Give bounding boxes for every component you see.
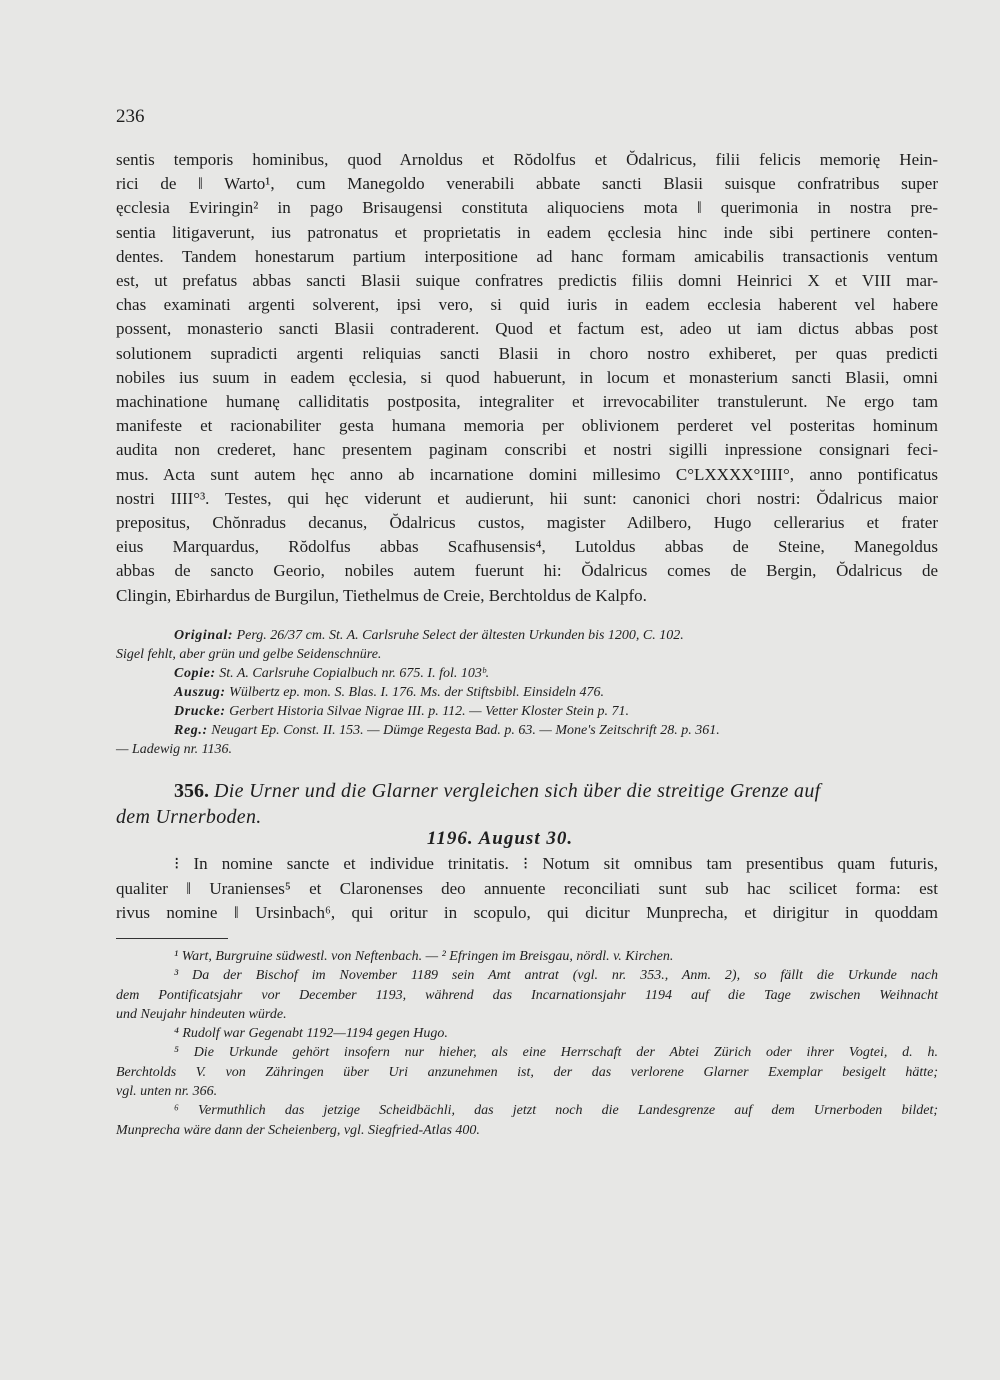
note-drucke: Drucke: Gerbert Historia Silvae Nigrae III. p. 112. — Vetter Kloster Stein p. 71. bbox=[174, 704, 630, 719]
footnote-cont: Berchtolds V. von Zähringen über Uri anzunehmen ist, der das verlorene Glarner Exemplar besigelt hätte; bbox=[116, 1064, 938, 1080]
text-line: solutionem supradicti argenti reliquias sancti Blasii in choro nostro exhiberet, per quas predicti bbox=[116, 343, 938, 363]
text-line: abbas de sancto Georio, nobiles autem fuerunt hi: Ŏdalricus comes de Bergin, Ŏdalricus de bbox=[116, 561, 938, 581]
footnote: ⁴ Rudolf war Gegenabt 1192—1194 gegen Hugo. bbox=[174, 1026, 448, 1042]
footnote: ⁶ Vermuthlich das jetzige Scheidbächli, das jetzt noch die Landesgrenze auf dem Urnerboden bildet; bbox=[174, 1103, 938, 1119]
note-sigel: Sigel fehlt, aber grün und gelbe Seidenschnüre. bbox=[116, 647, 382, 662]
note-label: Copie: bbox=[174, 666, 216, 681]
text-line: chas examinati argenti solverent, ipsi vero, si quid iuris in eadem ecclesia haberent vel habere bbox=[116, 295, 938, 315]
text-line: possent, monasterio sancti Blasii contraderent. Quod et factum est, adeo ut iam dictus abbas post bbox=[116, 319, 938, 339]
footnote-cont: Munprecha wäre dann der Scheienberg, vgl. Siegfried-Atlas 400. bbox=[116, 1122, 480, 1138]
note-auszug: Auszug: Wülbertz ep. mon. S. Blas. I. 176. Ms. der Stiftsbibl. Einsideln 476. bbox=[174, 685, 605, 700]
note-label: Reg.: bbox=[174, 723, 208, 738]
charter-text bbox=[116, 148, 938, 608]
text-line: rici de ‖ Warto¹, cum Manegoldo venerabili abbate sancti Blasii suisque confratribus super bbox=[116, 174, 938, 194]
document-title-cont: dem Urnerboden. bbox=[116, 806, 262, 828]
footnotes bbox=[116, 947, 938, 1140]
footnote-cont: und Neujahr hindeuten würde. bbox=[116, 1006, 287, 1022]
note-reg-cont: — Ladewig nr. 1136. bbox=[116, 742, 233, 757]
text-line: nobiles ius suum in eadem ęcclesia, si quod habuerunt, in locum et monasterium sancti Blasii, omni bbox=[116, 367, 938, 387]
text-line: nostri IIII°³. Testes, qui hęc viderunt et audierunt, hii sunt: canonici chori nostri: Ŏdalricus maior bbox=[116, 488, 938, 508]
note-original: Original: Perg. 26/37 cm. St. A. Carlsruhe Select der ältesten Urkunden bis 1200, C. 102. bbox=[174, 628, 684, 643]
text-line: qualiter ‖ Uranienses⁵ et Claronenses deo annuente reconciliati sunt sub hac scilicet forma: est bbox=[116, 878, 938, 898]
footnote-cont: dem Pontificatsjahr vor December 1193, während das Incarnationsjahr 1194 auf die Tage zwischen Weihnacht bbox=[116, 987, 938, 1003]
document-text bbox=[116, 852, 938, 926]
text-line: manifeste et racionabiliter gesta humana memoria per oblivionem perderet vel posteritas hominum bbox=[116, 416, 938, 436]
text-line: prepositus, Chŏnradus decanus, Ŏdalricus custos, magister Adilbero, Hugo cellerarius et frater bbox=[116, 513, 938, 533]
text-line: sentis temporis hominibus, quod Arnoldus et Rŏdolfus et Ŏdalricus, filii felicis memorię Hein- bbox=[116, 150, 938, 169]
text-line: Clingin, Ebirhardus de Burgilun, Tiethelmus de Creie, Berchtoldus de Kalpfo. bbox=[116, 585, 647, 605]
text-line: audita non crederet, hanc presentem paginam conscribi et nostri sigilli inpressione consignari feci- bbox=[116, 440, 938, 460]
text-line: dentes. Tandem honestarum partium interpositione ad hanc formam amicabilis transactionis ventum bbox=[116, 246, 938, 266]
text-line: eius Marquardus, Rŏdolfus abbas Scafhusensis⁴, Lutoldus abbas de Steine, Manegoldus bbox=[116, 537, 938, 557]
footnote-cont: vgl. unten nr. 366. bbox=[116, 1084, 218, 1100]
footnote-rule bbox=[116, 938, 228, 939]
note-copie: Copie: St. A. Carlsruhe Copialbuch nr. 675. I. fol. 103ᵇ. bbox=[174, 666, 490, 681]
page-number: 236 bbox=[116, 106, 145, 127]
text-line: ⁝ In nomine sancte et individue trinitatis. ⁝ Notum sit omnibus tam presentibus quam futuris, bbox=[174, 854, 938, 873]
note-label: Original: bbox=[174, 628, 234, 643]
text-line: machinatione humanę calliditatis postposita, integraliter et irrevocabiliter transtulerunt. Ne ergo tam bbox=[116, 392, 938, 412]
footnote: ³ Da der Bischof im November 1189 sein Amt antrat (vgl. nr. 353., Anm. 2), so fällt die Urkunde nach bbox=[174, 968, 938, 984]
note-label: Auszug: bbox=[174, 685, 226, 700]
text-line: mus. Acta sunt autem hęc anno ab incarnatione domini millesimo C°LXXXX°IIII°, anno pontificatus bbox=[116, 464, 938, 484]
note-label: Drucke: bbox=[174, 704, 226, 719]
text-line: rivus nomine ‖ Ursinbach⁶, qui oritur in scopulo, qui dicitur Munprecha, et dirigitur in quoddam bbox=[116, 903, 938, 922]
text-line: est, ut prefatus abbas sancti Blasii suique confratres predictis filiis domni Heinrici X et VIII mar- bbox=[116, 271, 938, 291]
text-line: sentia litigaverunt, ius patronatus et proprietatis in eadem ęcclesia hinc inde sibi pertinere conten- bbox=[116, 222, 938, 242]
footnote: ⁵ Die Urkunde gehört insofern nur hieher, als eine Herrschaft der Abtei Zürich oder ihrer Vogtei, d. h. bbox=[174, 1045, 938, 1061]
document-date: 1196. August 30. bbox=[426, 828, 574, 849]
source-notes bbox=[116, 626, 938, 759]
document-number: 356. bbox=[174, 780, 209, 802]
document-title: Die Urner und die Glarner vergleichen sich über die streitige Grenze auf bbox=[214, 780, 821, 802]
text-line: ęcclesia Eviringin² in pago Brisaugensi constituta aliquociens mota ‖ querimonia in nostra pre- bbox=[116, 198, 938, 218]
footnote: ¹ Wart, Burgruine südwestl. von Neftenbach. — ² Efringen im Breisgau, nördl. v. Kirchen. bbox=[174, 949, 674, 964]
document-heading bbox=[116, 778, 938, 830]
note-reg: Reg.: Neugart Ep. Const. II. 153. — Dümge Regesta Bad. p. 63. — Mone's Zeitschrift 28. p. 361. bbox=[174, 723, 720, 738]
